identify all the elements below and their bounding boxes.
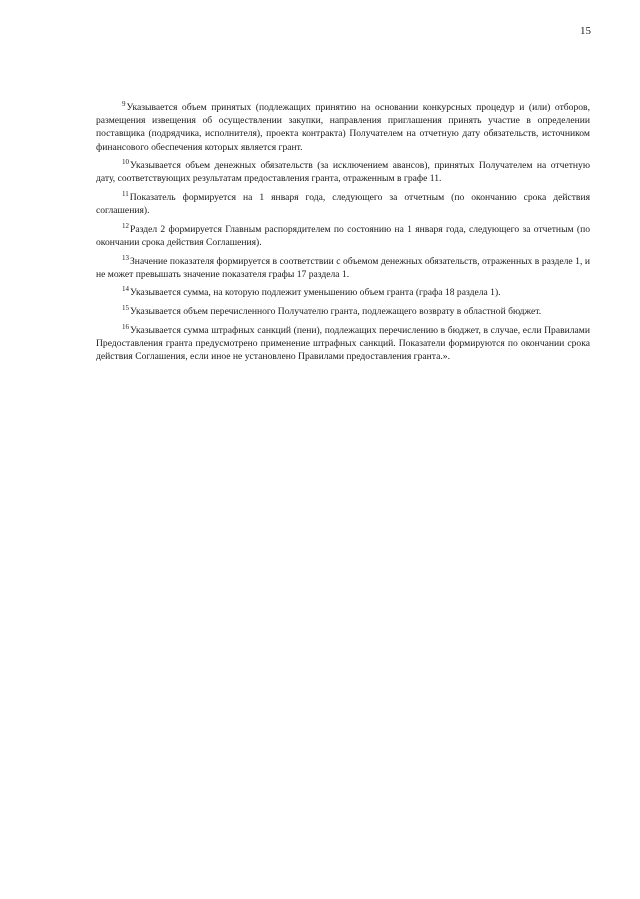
footnote-marker: 9 [122, 100, 126, 108]
footnote-text: Указывается объем перечисленного Получателю гранта, подлежащего возврату в областной бюджет. [130, 305, 542, 317]
page-number: 15 [580, 25, 591, 37]
footnote-12 [96, 220, 590, 249]
footnote-marker: 11 [122, 190, 129, 198]
footnote-13 [96, 252, 590, 281]
footnote-marker: 12 [122, 221, 129, 230]
footnote-text: Указывается объем денежных обязательств (за исключением авансов), принятых Получателем на отчетную дату, соответствующих результатам предоставления гранта, отраженным в графе 11. [96, 160, 590, 185]
footnote-text: Указывается объем принятых (подлежащих принятию на основании конкурсных процедур и (или) отборов, размещения извещения об осуществлении закупки, направления приглашения принять участие в определении поставщика (подрядчика, исполнителя), проекта контракта) Получателем на отчетную дату обязательств, источником финансового обеспечения которых является грант. [96, 102, 590, 153]
footnote-marker: 16 [122, 322, 129, 331]
footnote-marker: 13 [122, 253, 129, 262]
footnote-9 [96, 98, 590, 154]
footnotes-list [96, 98, 590, 366]
footnote-text: Раздел 2 формируется Главным распорядителем по состоянию на 1 января года, следующего за отчетным (по окончании срока действия Соглашения). [96, 223, 590, 248]
footnote-marker: 10 [122, 158, 129, 167]
footnote-marker: 14 [122, 285, 129, 294]
footnote-10 [96, 156, 590, 185]
footnote-14 [96, 283, 590, 299]
footnote-text: Указывается сумма, на которую подлежит уменьшению объем гранта (графа 18 раздела 1). [130, 287, 501, 299]
footnote-text: Значение показателя формируется в соответствии с объемом денежных обязательств, отраженных в разделе 1, и не может превышать значение показателя графы 17 раздела 1. [96, 255, 590, 280]
footnote-marker: 15 [122, 303, 129, 312]
footnote-15 [96, 302, 590, 318]
footnote-11 [96, 188, 590, 217]
footnote-16 [96, 321, 590, 364]
footnote-text: Указывается сумма штрафных санкций (пени), подлежащих перечислению в бюджет, в случае, если Правилами Предоставления гранта предусмотрено применение штрафных санкций. Показатели формируются по окончании срока действия Соглашения, если иное не установлено Правилами предоставления гранта.». [96, 324, 590, 362]
footnote-text: Показатель формируется на 1 января года, следующего за отчетным (по окончанию срока действия соглашения). [96, 192, 590, 217]
